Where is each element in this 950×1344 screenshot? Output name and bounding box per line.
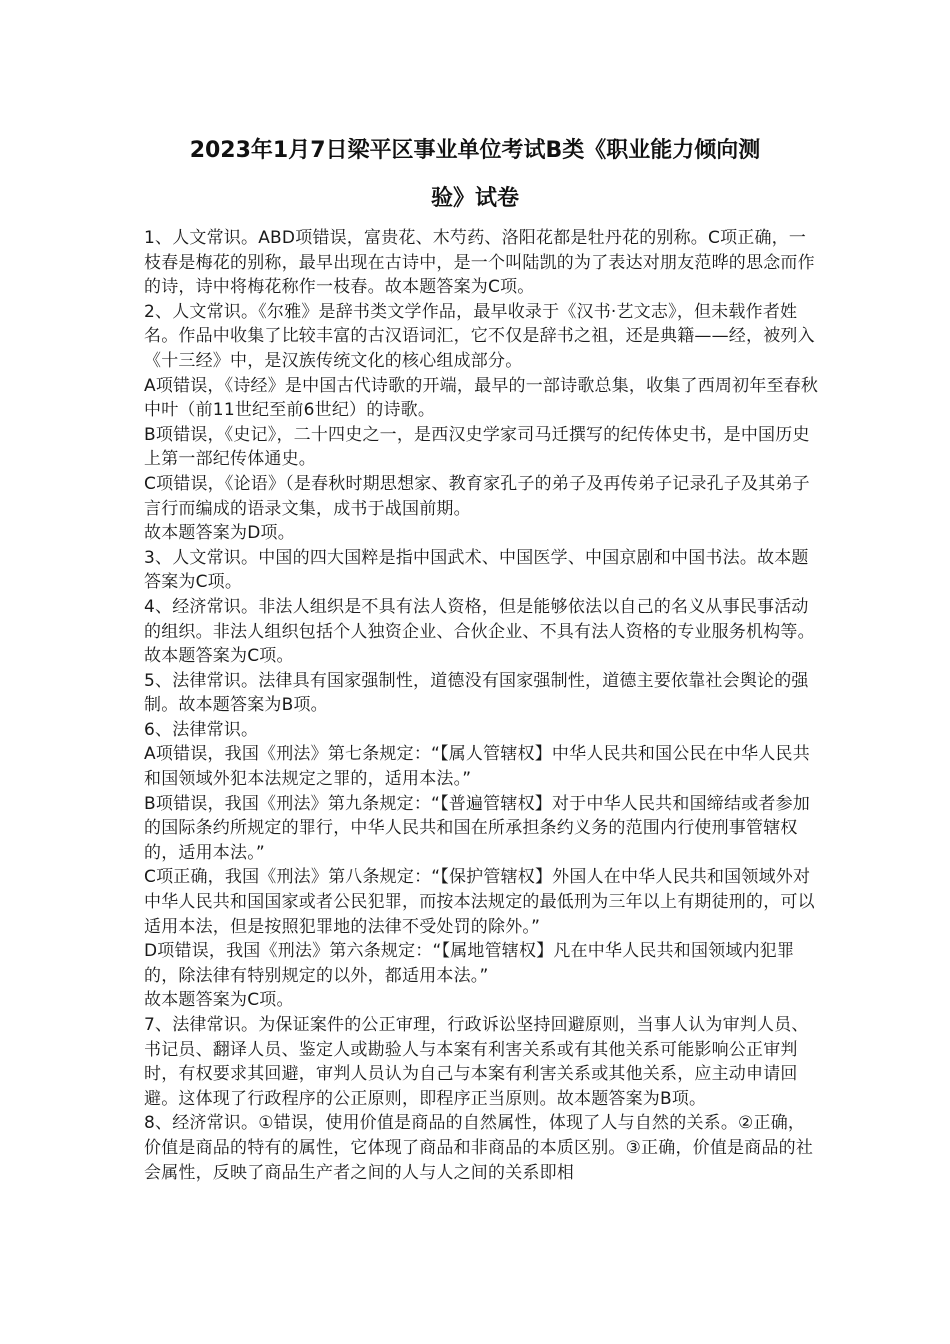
document-title-line-1: 2023年1月7日梁平区事业单位考试B类《职业能力倾向测 <box>189 138 761 163</box>
paragraph: 故本题答案为D项。 <box>144 523 295 544</box>
paragraph: 1、人文常识。ABD项错误，富贵花、木芍药、洛阳花都是牡丹花的别称。C项正确，一枝春是梅花的别称，最早出现在古诗中，是一个叫陆凯的为了表达对朋友范晔的思念而作的诗，诗中将梅花称作一枝春。故本题答案为C项。 <box>144 228 815 298</box>
paragraph: 7、法律常识。为保证案件的公正审理，行政诉讼坚持回避原则，当事人认为审判人员、书记员、翻译人员、鉴定人或勘验人与本案有利害关系或有其他关系可能影响公正审判时，有权要求其回避，审判人员认为自己与本案有利害关系或其他关系，应主动申请回避。这体现了行政程序的公正原则，即程序正当原则。故本题答案为B项。 <box>144 1015 809 1109</box>
paragraph: 3、人文常识。中国的四大国粹是指中国武术、中国医学、中国京剧和中国书法。故本题答案为C项。 <box>144 547 809 593</box>
paragraph: 4、经济常识。非法人组织是不具有法人资格，但是能够依法以自己的名义从事民事活动的组织。非法人组织包括个人独资企业、合伙企业、不具有法人资格的专业服务机构等。故本题答案为C项。 <box>144 596 815 667</box>
paragraph: 2、人文常识。《尔雅》是辞书类文学作品，最早收录于《汉书·艺文志》，但未载作者姓名。作品中收集了比较丰富的古汉语词汇，它不仅是辞书之祖，还是典籍——经，被列入《十三经》中，是汉族传统文化的核心组成部分。 <box>144 301 815 371</box>
document-title-line-2: 验》试卷 <box>430 186 519 211</box>
paragraph: C项正确，我国《刑法》第八条规定：“【保护管辖权】外国人在中华人民共和国领域外对中华人民共和国国家或者公民犯罪，而按本法规定的最低刑为三年以上有期徒刑的，可以适用本法，但是按照犯罪地的法律不受处罚的除外。” <box>144 867 815 937</box>
document-body <box>144 226 820 1185</box>
paragraph: 故本题答案为C项。 <box>144 990 294 1011</box>
paragraph: C项错误，《论语》（是春秋时期思想家、教育家孔子的弟子及再传弟子记录孔子及其弟子言行而编成的语录文集，成书于战国前期。 <box>144 473 810 519</box>
paragraph: B项错误，《史记》，二十四史之一，是西汉史学家司马迁撰写的纪传体史书，是中国历史上第一部纪传体通史。 <box>144 424 810 470</box>
paragraph: A项错误，我国《刑法》第七条规定：“【属人管辖权】中华人民共和国公民在中华人民共和国领域外犯本法规定之罪的，适用本法。” <box>144 744 810 790</box>
paragraph: A项错误，《诗经》是中国古代诗歌的开端，最早的一部诗歌总集，收集了西周初年至春秋中叶（前11世纪至前6世纪）的诗歌。 <box>144 375 819 421</box>
paragraph: 5、法律常识。法律具有国家强制性，道德没有国家强制性，道德主要依靠社会舆论的强制。故本题答案为B项。 <box>144 670 809 716</box>
paragraph: B项错误，我国《刑法》第九条规定：“【普遍管辖权】对于中华人民共和国缔结或者参加的国际条约所规定的罪行，中华人民共和国在所承担条约义务的范围内行使刑事管辖权的，适用本法。” <box>144 793 810 863</box>
paragraph: 6、法律常识。 <box>144 719 259 740</box>
paragraph: D项错误，我国《刑法》第六条规定：“【属地管辖权】凡在中华人民共和国领域内犯罪的，除法律有特别规定的以外，都适用本法。” <box>144 941 795 986</box>
paragraph: 8、经济常识。①错误，使用价值是商品的自然属性，体现了人与自然的关系。②正确，价值是商品的特有的属性，它体现了商品和非商品的本质区别。③正确，价值是商品的社会属性，反映了商品生产者之间的人与人之间的关系即相 <box>144 1113 814 1183</box>
